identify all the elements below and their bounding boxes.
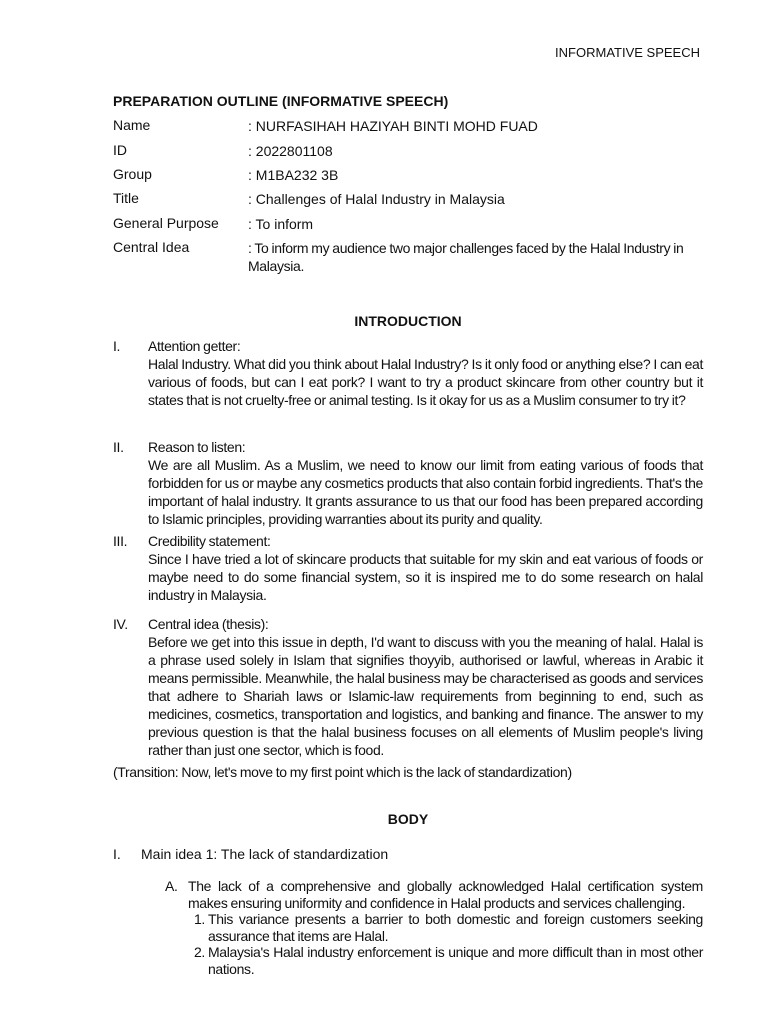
info-label: Central Idea: [113, 239, 190, 255]
roman-numeral: IV.: [113, 616, 128, 632]
info-value: : NURFASIHAH HAZIYAH BINTI MOHD FUAD: [248, 118, 538, 134]
main-idea-text: Main idea 1: The lack of standardization: [141, 846, 389, 862]
item-text: Before we get into this issue in depth, I'd want to discuss with you the meaning of halal. Halal is a phrase used solely in Islam that signifies thoyyib, authorised or lawful, whereas in Arabic it means permissible. Meanwhile, the halal business may be characterised as goods and services that adhere to Shariah laws or Islamic-law requirements from beginning to end, such as medicines, cosmetics, transportation and logistics, and banking and finance. The answer to my previous question is that the halal business focuses on all elements of Muslim people's living rather than just one sector, which is food.: [148, 634, 703, 758]
item-label: Central idea (thesis):: [148, 616, 269, 632]
supporting-point: 2. Malaysia's Halal industry enforcement is unique and more difficult than in most other nations.: [208, 944, 703, 977]
supporting-points: [188, 911, 703, 977]
transition-text: (Transition: Now, let's move to my first point which is the lack of standardization): [113, 764, 572, 780]
intro-item-attention-getter: [113, 337, 703, 409]
info-value: : 2022801108: [248, 143, 333, 159]
intro-item-credibility: [113, 532, 703, 604]
body-heading: BODY: [387, 811, 429, 827]
info-value: : Challenges of Halal Industry in Malaysia: [248, 191, 505, 207]
intro-item-reason-to-listen: [113, 438, 703, 528]
sub-point-letter: A.: [165, 878, 178, 894]
info-label: General Purpose: [113, 215, 219, 231]
supporting-point: 1. This variance presents a barrier to both domestic and foreign customers seeking assurance that items are Halal.: [208, 911, 703, 944]
info-label: ID: [113, 142, 127, 158]
item-text: Since I have tried a lot of skincare products that suitable for my skin and eat various of foods or maybe need to do some financial system, so it is inspired me to do some research on halal industry in Malaysia.: [148, 551, 703, 603]
info-label: Title: [113, 190, 139, 206]
info-value: : To inform: [248, 216, 314, 232]
item-label: Reason to listen:: [148, 439, 246, 455]
running-header: INFORMATIVE SPEECH: [555, 45, 700, 60]
introduction-heading: INTRODUCTION: [354, 313, 462, 329]
intro-item-central-idea: [113, 615, 703, 759]
sub-point-text: The lack of a comprehensive and globally acknowledged Halal certification system makes ensuring uniformity and confidence in Halal products and services challenging.: [188, 878, 703, 911]
item-text: Halal Industry. What did you think about Halal Industry? Is it only food or anything else? I can eat various of foods, but can I eat pork? I want to try a product skincare from other country but it states that is not cruelty-free or animal testing. Is it okay for us as a Muslim consumer to try it?: [148, 356, 703, 408]
roman-numeral: II.: [113, 439, 124, 455]
roman-numeral: I.: [113, 338, 121, 354]
main-idea-number: I.: [113, 846, 121, 862]
item-label: Credibility statement:: [148, 533, 271, 549]
item-label: Attention getter:: [148, 338, 241, 354]
roman-numeral: III.: [113, 533, 128, 549]
info-value: : To inform my audience two major challenges faced by the Halal Industry in Malaysia.: [248, 240, 684, 274]
document-title: PREPARATION OUTLINE (INFORMATIVE SPEECH): [113, 93, 449, 109]
sub-point-a: [165, 878, 703, 977]
info-value: : M1BA232 3B: [248, 167, 339, 183]
item-text: We are all Muslim. As a Muslim, we need to know our limit from eating various of foods that forbidden for us or maybe any cosmetics products that also contain forbid ingredients. That's the important of halal industry. It grants assurance to us that our food has been prepared according to Islamic principles, providing warranties about its purity and quality.: [148, 457, 703, 527]
info-label: Name: [113, 117, 151, 133]
info-label: Group: [113, 166, 152, 182]
